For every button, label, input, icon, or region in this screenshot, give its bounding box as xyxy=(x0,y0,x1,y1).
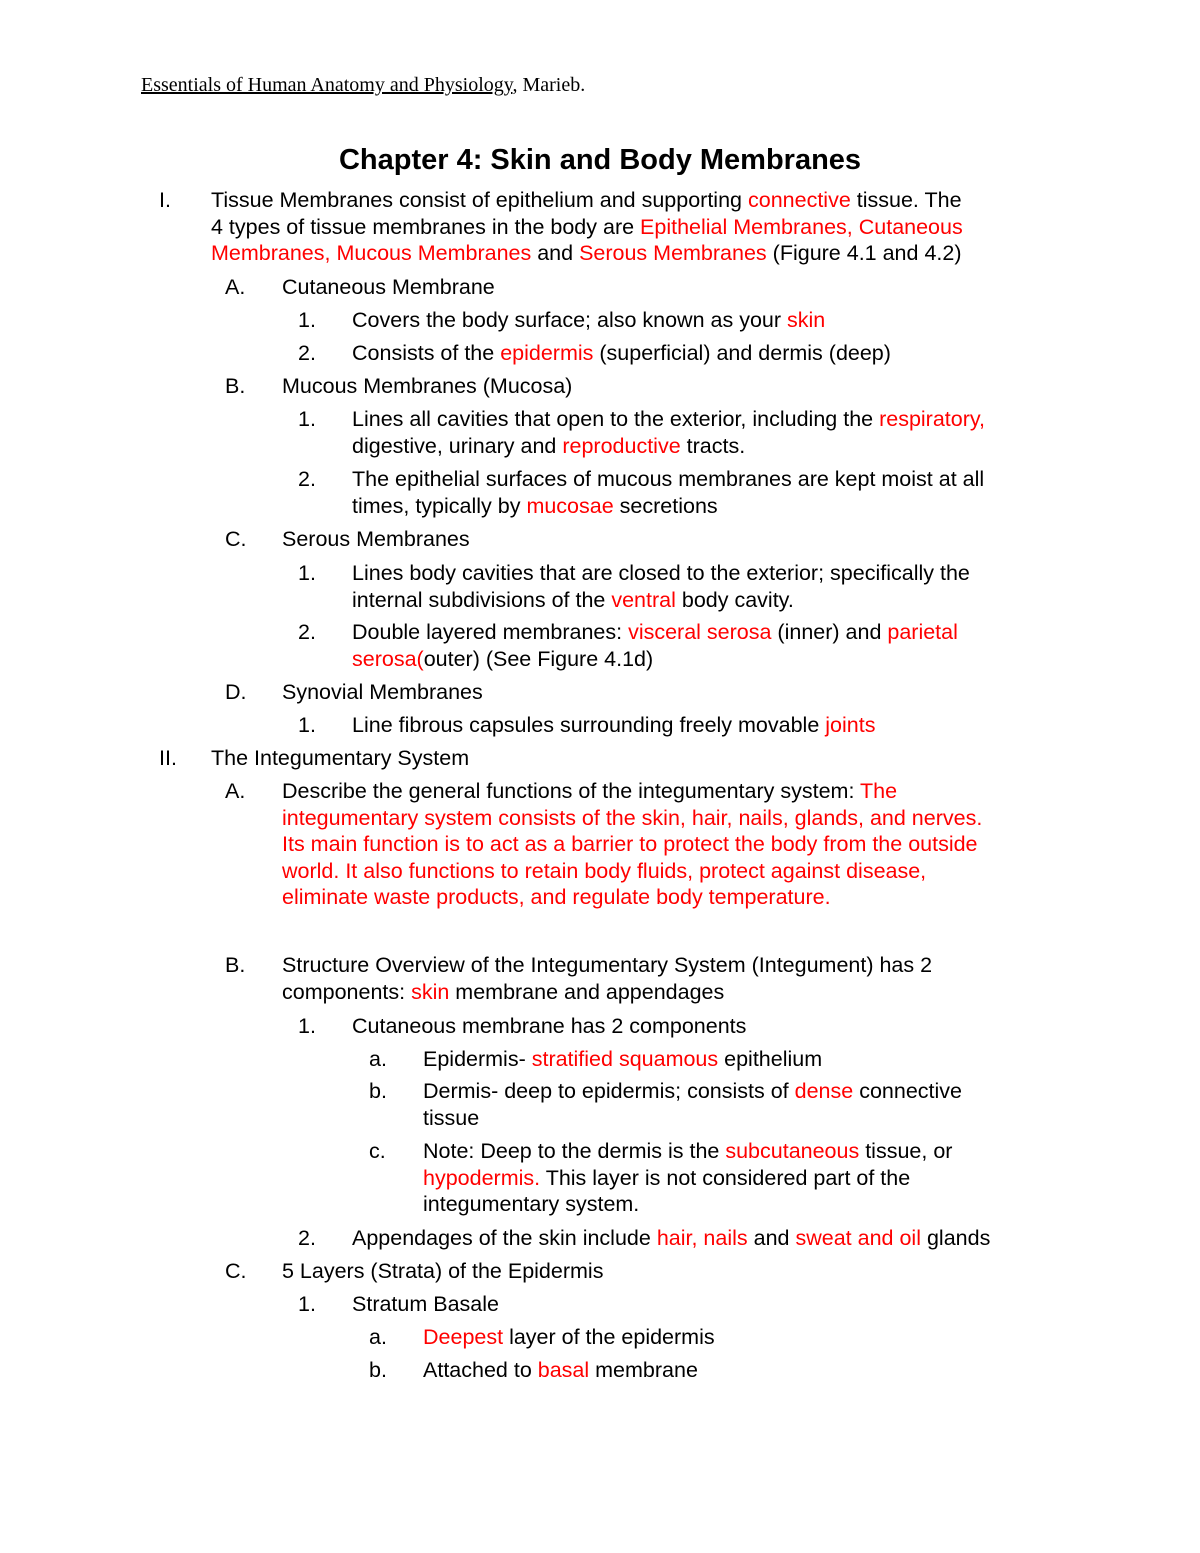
highlighted-term: Epithelial Membranes, Cutaneous xyxy=(640,214,963,239)
outline-marker: 2. xyxy=(298,467,316,491)
outline-line xyxy=(282,274,495,301)
highlighted-term: integumentary system consists of the skin, hair, nails, glands, and nerves. xyxy=(282,805,983,830)
text-segment: components: xyxy=(282,979,412,1004)
outline-marker: 2. xyxy=(298,1226,316,1250)
text-segment: tissue. The xyxy=(850,188,962,212)
outline-line xyxy=(352,493,718,520)
outline-line xyxy=(352,406,985,433)
text-segment: The epithelial surfaces of mucous membranes are kept moist at all xyxy=(352,467,985,491)
outline-line xyxy=(423,1165,910,1192)
text-segment: connective xyxy=(853,1079,962,1103)
outline-marker: c. xyxy=(369,1139,386,1163)
text-segment: epithelium xyxy=(718,1047,823,1071)
text-segment: digestive, urinary and xyxy=(352,433,563,458)
outline-marker: b. xyxy=(369,1079,387,1103)
outline-marker: II. xyxy=(159,746,177,770)
text-segment: Structure Overview of the Integumentary System (Integument) has 2 xyxy=(282,953,933,977)
text-segment: Stratum Basale xyxy=(352,1292,499,1316)
outline-line xyxy=(282,778,897,805)
outline-line xyxy=(423,1357,698,1384)
outline-marker: C. xyxy=(225,1259,247,1283)
outline-line xyxy=(352,587,794,614)
outline-line xyxy=(352,307,825,334)
highlighted-term: world. It also functions to retain body fluids, protect against disease, xyxy=(282,858,927,883)
text-segment: (Figure 4.1 and 4.2) xyxy=(766,241,962,265)
text-segment: Serous Membranes xyxy=(282,527,470,551)
outline-marker: C. xyxy=(225,527,247,551)
text-segment: membrane xyxy=(589,1358,698,1382)
text-segment: (inner) and xyxy=(771,620,888,644)
highlighted-term: serosa( xyxy=(352,646,424,671)
outline-line xyxy=(352,340,891,367)
text-segment: and xyxy=(747,1226,796,1250)
outline-line xyxy=(282,1258,603,1285)
outline-line xyxy=(282,805,982,832)
outline-line xyxy=(282,884,831,911)
highlighted-term: subcutaneous xyxy=(725,1139,860,1163)
text-segment: Mucous Membranes (Mucosa) xyxy=(282,374,573,398)
text-segment: Attached to xyxy=(423,1358,538,1382)
outline-line xyxy=(211,187,962,214)
outline-marker: 1. xyxy=(298,713,316,737)
highlighted-term: connective xyxy=(747,188,851,212)
outline-marker: 2. xyxy=(298,341,316,365)
outline-line xyxy=(352,1225,990,1252)
author: , Marieb. xyxy=(512,74,586,96)
text-segment: Double layered membranes: xyxy=(352,620,629,644)
book-title: Essentials of Human Anatomy and Physiology xyxy=(141,74,513,96)
text-segment: body cavity. xyxy=(675,587,794,612)
outline-marker: b. xyxy=(369,1358,387,1382)
highlighted-term: epidermis xyxy=(500,341,594,365)
text-segment: Lines all cavities that open to the exterior, including the xyxy=(352,407,880,431)
highlighted-term: sweat and oil xyxy=(795,1226,921,1250)
outline-line xyxy=(352,466,984,493)
text-segment: internal subdivisions of the xyxy=(352,587,612,612)
outline-line xyxy=(352,1291,499,1318)
text-segment: The Integumentary System xyxy=(211,746,470,770)
highlighted-term: Membranes, Mucous Membranes xyxy=(211,241,532,265)
highlighted-term: reproductive xyxy=(562,433,681,458)
outline-marker: a. xyxy=(369,1047,387,1071)
text-segment: and xyxy=(531,241,580,265)
highlighted-term: joints xyxy=(825,713,876,737)
outline-line xyxy=(282,373,572,400)
highlighted-term: visceral serosa xyxy=(628,620,772,644)
outline-marker: B. xyxy=(225,374,246,398)
text-segment: secretions xyxy=(613,493,718,518)
outline-marker: I. xyxy=(159,188,171,212)
highlighted-term: Deepest xyxy=(423,1325,504,1349)
outline-line xyxy=(352,1013,746,1040)
text-segment: times, typically by xyxy=(352,493,527,518)
outline-line xyxy=(423,1105,479,1132)
outline-marker: B. xyxy=(225,953,246,977)
outline-marker: D. xyxy=(225,680,247,704)
text-segment: glands xyxy=(920,1226,991,1250)
highlighted-term: basal xyxy=(537,1358,590,1382)
document-header xyxy=(141,74,585,97)
text-segment: Dermis- deep to epidermis; consists of xyxy=(423,1079,795,1103)
outline-line xyxy=(423,1324,715,1351)
highlighted-term: skin xyxy=(411,979,450,1004)
outline-line xyxy=(282,526,470,553)
outline-line xyxy=(423,1138,952,1165)
highlighted-term: stratified squamous xyxy=(531,1047,719,1071)
highlighted-term: ventral xyxy=(611,587,676,612)
outline-line xyxy=(211,240,962,267)
outline-line xyxy=(352,560,970,587)
text-segment: Consists of the xyxy=(352,341,501,365)
outline-line xyxy=(282,858,926,885)
outline-line xyxy=(352,619,958,646)
text-segment: Tissue Membranes consist of epithelium and supporting xyxy=(211,188,748,212)
outline-line xyxy=(282,831,978,858)
text-segment: Synovial Membranes xyxy=(282,680,483,704)
highlighted-term: Serous Membranes xyxy=(579,241,767,265)
outline-marker: 1. xyxy=(298,1014,316,1038)
outline-marker: A. xyxy=(225,779,246,803)
text-segment: Cutaneous Membrane xyxy=(282,275,495,299)
highlighted-term: Its main function is to act as a barrier to protect the body from the outside xyxy=(282,832,978,856)
text-segment: tissue, or xyxy=(859,1139,953,1163)
text-segment: integumentary system. xyxy=(423,1192,640,1216)
outline-line xyxy=(352,712,875,739)
text-segment: tracts. xyxy=(680,433,746,458)
text-segment: Covers the body surface; also known as your xyxy=(352,308,787,332)
outline-marker: 1. xyxy=(298,1292,316,1316)
highlighted-term: mucosae xyxy=(526,493,614,518)
text-segment: (superficial) and dermis (deep) xyxy=(593,341,891,365)
text-segment: membrane and appendages xyxy=(449,979,725,1004)
text-segment: Note: Deep to the dermis is the xyxy=(423,1139,726,1163)
outline-marker: a. xyxy=(369,1325,387,1349)
text-segment: Appendages of the skin include xyxy=(352,1226,657,1250)
highlighted-term: The xyxy=(860,779,898,803)
outline-line xyxy=(423,1078,962,1105)
outline-line xyxy=(282,952,932,979)
text-segment: 4 types of tissue membranes in the body are xyxy=(211,214,641,239)
text-segment: layer of the epidermis xyxy=(503,1325,715,1349)
highlighted-term: eliminate waste products, and regulate body temperature. xyxy=(282,885,831,909)
outline-line xyxy=(211,745,469,772)
text-segment: Epidermis- xyxy=(423,1047,532,1071)
text-segment: 5 Layers (Strata) of the Epidermis xyxy=(282,1259,604,1283)
outline-line xyxy=(282,679,483,706)
text-segment: This layer is not considered part of the xyxy=(540,1165,911,1190)
outline-line xyxy=(282,979,724,1006)
outline-marker: A. xyxy=(225,275,246,299)
outline-line xyxy=(352,433,745,460)
outline-line xyxy=(423,1191,639,1218)
highlighted-term: skin xyxy=(787,308,826,332)
text-segment: tissue xyxy=(423,1105,480,1130)
outline-line xyxy=(352,646,653,673)
text-segment: Lines body cavities that are closed to the exterior; specifically the xyxy=(352,561,970,585)
highlighted-term: parietal xyxy=(887,620,958,644)
highlighted-term: respiratory, xyxy=(879,407,986,431)
page-title: Chapter 4: Skin and Body Membranes xyxy=(338,144,862,176)
outline-line xyxy=(211,214,963,241)
text-segment: Line fibrous capsules surrounding freely movable xyxy=(352,713,826,737)
highlighted-term: hypodermis. xyxy=(423,1165,541,1190)
outline-marker: 2. xyxy=(298,620,316,644)
outline-marker: 1. xyxy=(298,308,316,332)
highlighted-term: hair, nails xyxy=(656,1226,748,1250)
outline-marker: 1. xyxy=(298,407,316,431)
text-segment: outer) (See Figure 4.1d) xyxy=(423,646,654,671)
outline-marker: 1. xyxy=(298,561,316,585)
text-segment: Describe the general functions of the integumentary system: xyxy=(282,779,861,803)
text-segment: Cutaneous membrane has 2 components xyxy=(352,1014,747,1038)
outline-line xyxy=(423,1046,822,1073)
highlighted-term: dense xyxy=(794,1079,854,1103)
